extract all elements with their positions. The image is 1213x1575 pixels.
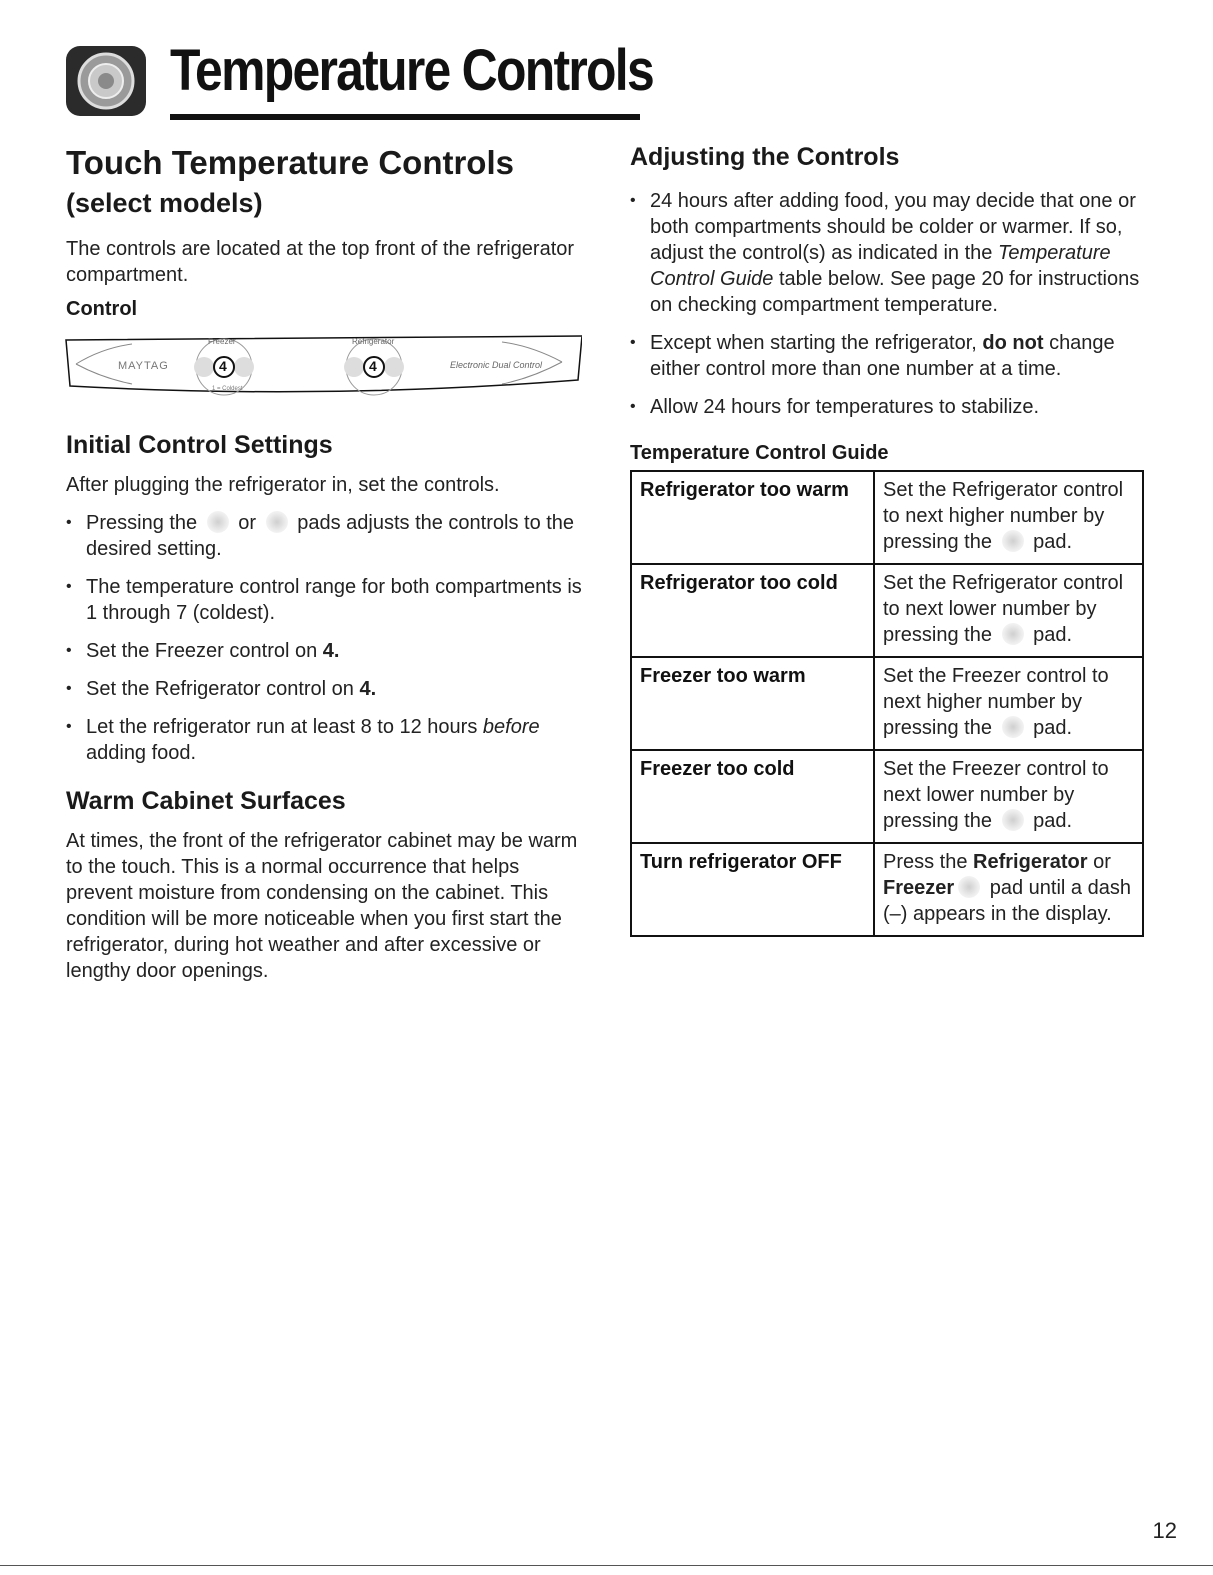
- condition-cell: Freezer too warm: [631, 657, 874, 750]
- action-cell: Set the Refrigerator control to next lower number by pressing the pad.: [874, 564, 1143, 657]
- warm-cabinet-heading: Warm Cabinet Surfaces: [66, 787, 346, 815]
- warm-cabinet-text: At times, the front of the refrigerator cabinet may be warm to the touch. This is a normal occurrence that helps prevent moisture from condensing on the cabinet. This condition will be more noticeable when you first start the refrigerator, during hot weather and after excessive or lengthy door openings.: [66, 830, 578, 982]
- thermostat-dial-icon: [66, 46, 146, 116]
- left-column: [66, 140, 586, 992]
- control-panel-illustration: [62, 334, 582, 400]
- list-item: • Pressing the or pads adjusts the controls to the desired setting.: [66, 510, 586, 562]
- table-row: [631, 471, 1143, 564]
- list-item: • Allow 24 hours for temperatures to stabilize.: [630, 394, 1150, 420]
- panel-freezer-value: 4: [219, 358, 227, 374]
- action-cell: Set the Freezer control to next higher number by pressing the pad.: [874, 657, 1143, 750]
- list-item: • The temperature control range for both compartments is 1 through 7 (coldest).: [66, 574, 586, 626]
- list-item: • Except when starting the refrigerator, do not change either control more than one number at a time.: [630, 330, 1150, 382]
- condition-cell: Refrigerator too warm: [631, 471, 874, 564]
- panel-brand: MAYTAG: [118, 360, 169, 372]
- table-row: [631, 564, 1143, 657]
- adjusting-heading: Adjusting the Controls: [630, 143, 900, 171]
- condition-cell: Refrigerator too cold: [631, 564, 874, 657]
- right-column: [630, 140, 1150, 937]
- page-number: 12: [1152, 1518, 1177, 1543]
- section-title: Touch Temperature Controls: [66, 144, 514, 181]
- panel-range-label: 1 = Coldest: [212, 386, 243, 392]
- list-item: • Set the Freezer control on 4.: [66, 638, 586, 664]
- adjusting-list: [630, 188, 1150, 420]
- panel-freezer-label: Freezer: [208, 337, 236, 346]
- condition-cell: Turn refrigerator OFF: [631, 843, 874, 936]
- list-item: • Let the refrigerator run at least 8 to 12 hours before adding food.: [66, 714, 586, 766]
- colder-pad-icon: [1002, 623, 1024, 645]
- action-cell: Press the Refrigerator or Freezer pad until a dash (–) appears in the display.: [874, 843, 1143, 936]
- warmer-pad-icon: [1002, 530, 1024, 552]
- warmer-pad-icon: [1002, 716, 1024, 738]
- table-row: [631, 657, 1143, 750]
- panel-caption: Electronic Dual Control: [450, 360, 543, 370]
- control-pad-icon: [958, 876, 980, 898]
- title-underline: [170, 114, 640, 120]
- condition-cell: Freezer too cold: [631, 750, 874, 843]
- temperature-guide-table: [630, 470, 1144, 937]
- bottom-rule: [0, 1565, 1213, 1566]
- initial-settings-list: [66, 510, 586, 766]
- panel-refrigerator-value: 4: [369, 358, 377, 374]
- colder-pad-icon: [266, 511, 288, 533]
- list-item: • 24 hours after adding food, you may decide that one or both compartments should be colder or warmer. If so, adjust the control(s) as indicated in the Temperature Control Guide table below. See page 20 for instructions on checking compartment temperature.: [630, 188, 1150, 318]
- panel-refrigerator-label: Refrigerator: [352, 337, 395, 346]
- table-row: [631, 750, 1143, 843]
- action-cell: Set the Refrigerator control to next higher number by pressing the pad.: [874, 471, 1143, 564]
- list-item: • Set the Refrigerator control on 4.: [66, 676, 586, 702]
- table-row: [631, 843, 1143, 936]
- guide-title: Temperature Control Guide: [630, 442, 889, 464]
- section-subtitle: (select models): [66, 188, 263, 218]
- warmer-pad-icon: [207, 511, 229, 533]
- intro-text: The controls are located at the top front of the refrigerator compartment.: [66, 238, 575, 286]
- page-title: Temperature Controls: [170, 38, 653, 103]
- control-label: Control: [66, 298, 138, 320]
- page-header: [66, 36, 653, 120]
- action-cell: Set the Freezer control to next lower number by pressing the pad.: [874, 750, 1143, 843]
- initial-settings-heading: Initial Control Settings: [66, 431, 333, 459]
- colder-pad-icon: [1002, 809, 1024, 831]
- initial-settings-intro: After plugging the refrigerator in, set the controls.: [66, 474, 500, 496]
